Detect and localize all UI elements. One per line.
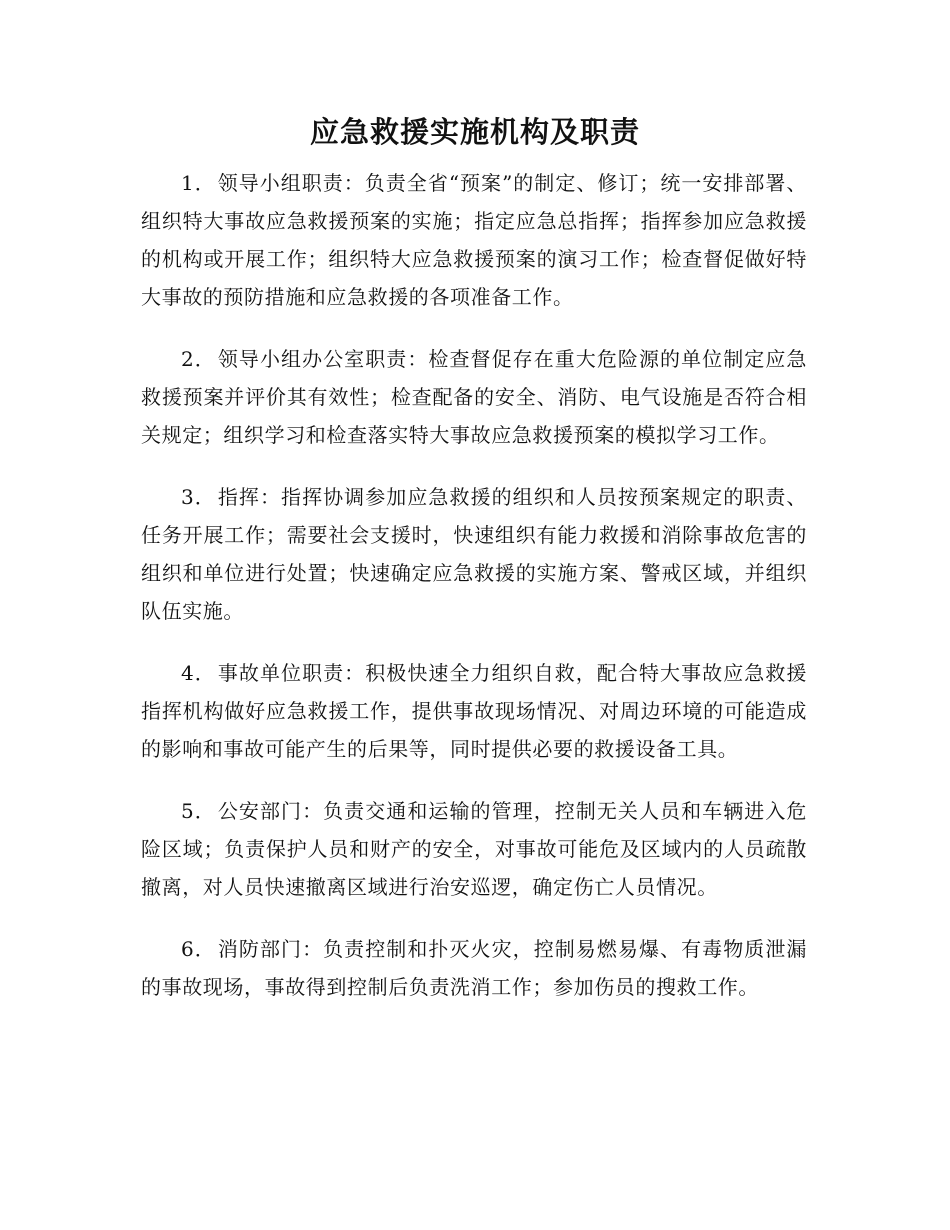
document-title: 应急救援实施机构及职责 bbox=[309, 115, 640, 149]
paragraph-text: 指挥：指挥协调参加应急救援的组织和人员按预案规定的职责、任务开展工作；需要社会支援时，快速组织有能力救援和消除事故危害的组织和单位进行处置；快速确定应急救援的实施方案、警戒区域，并组织队伍实施。 bbox=[141, 485, 807, 623]
paragraph-text: 消防部门：负责控制和扑灭火灾，控制易燃易爆、有毒物质泄漏的事故现场，事故得到控制后负责洗消工作；参加伤员的搜救工作。 bbox=[141, 937, 807, 999]
paragraph-4 bbox=[141, 654, 807, 768]
paragraph-text: 领导小组职责：负责全省“预案”的制定、修订；统一安排部署、组织特大事故应急救援预案的实施；指定应急总指挥；指挥参加应急救援的机构或开展工作；组织特大应急救援预案的演习工作；检查督促做好特大事故的预防措施和应急救援的各项准备工作。 bbox=[141, 171, 807, 309]
paragraph-number: 1． bbox=[181, 171, 216, 195]
paragraph-number: 5． bbox=[181, 799, 216, 823]
paragraph-number: 3． bbox=[181, 485, 216, 509]
paragraph-6 bbox=[141, 930, 807, 1006]
document-body bbox=[141, 164, 807, 1030]
paragraph-1 bbox=[141, 164, 807, 316]
paragraph-text: 公安部门：负责交通和运输的管理，控制无关人员和车辆进入危险区域；负责保护人员和财产的安全，对事故可能危及区域内的人员疏散撤离，对人员快速撤离区域进行治安巡逻，确定伤亡人员情况。 bbox=[141, 799, 807, 899]
paragraph-2 bbox=[141, 340, 807, 454]
paragraph-text: 领导小组办公室职责：检查督促存在重大危险源的单位制定应急救援预案并评价其有效性；检查配备的安全、消防、电气设施是否符合相关规定；组织学习和检查落实特大事故应急救援预案的模拟学习工作。 bbox=[141, 347, 807, 447]
paragraph-text: 事故单位职责：积极快速全力组织自救，配合特大事故应急救援指挥机构做好应急救援工作，提供事故现场情况、对周边环境的可能造成的影响和事故可能产生的后果等，同时提供必要的救援设备工具。 bbox=[141, 661, 807, 761]
paragraph-number: 6． bbox=[181, 937, 216, 961]
paragraph-number: 4． bbox=[181, 661, 216, 685]
paragraph-number: 2． bbox=[181, 347, 216, 371]
paragraph-3 bbox=[141, 478, 807, 630]
paragraph-5 bbox=[141, 792, 807, 906]
